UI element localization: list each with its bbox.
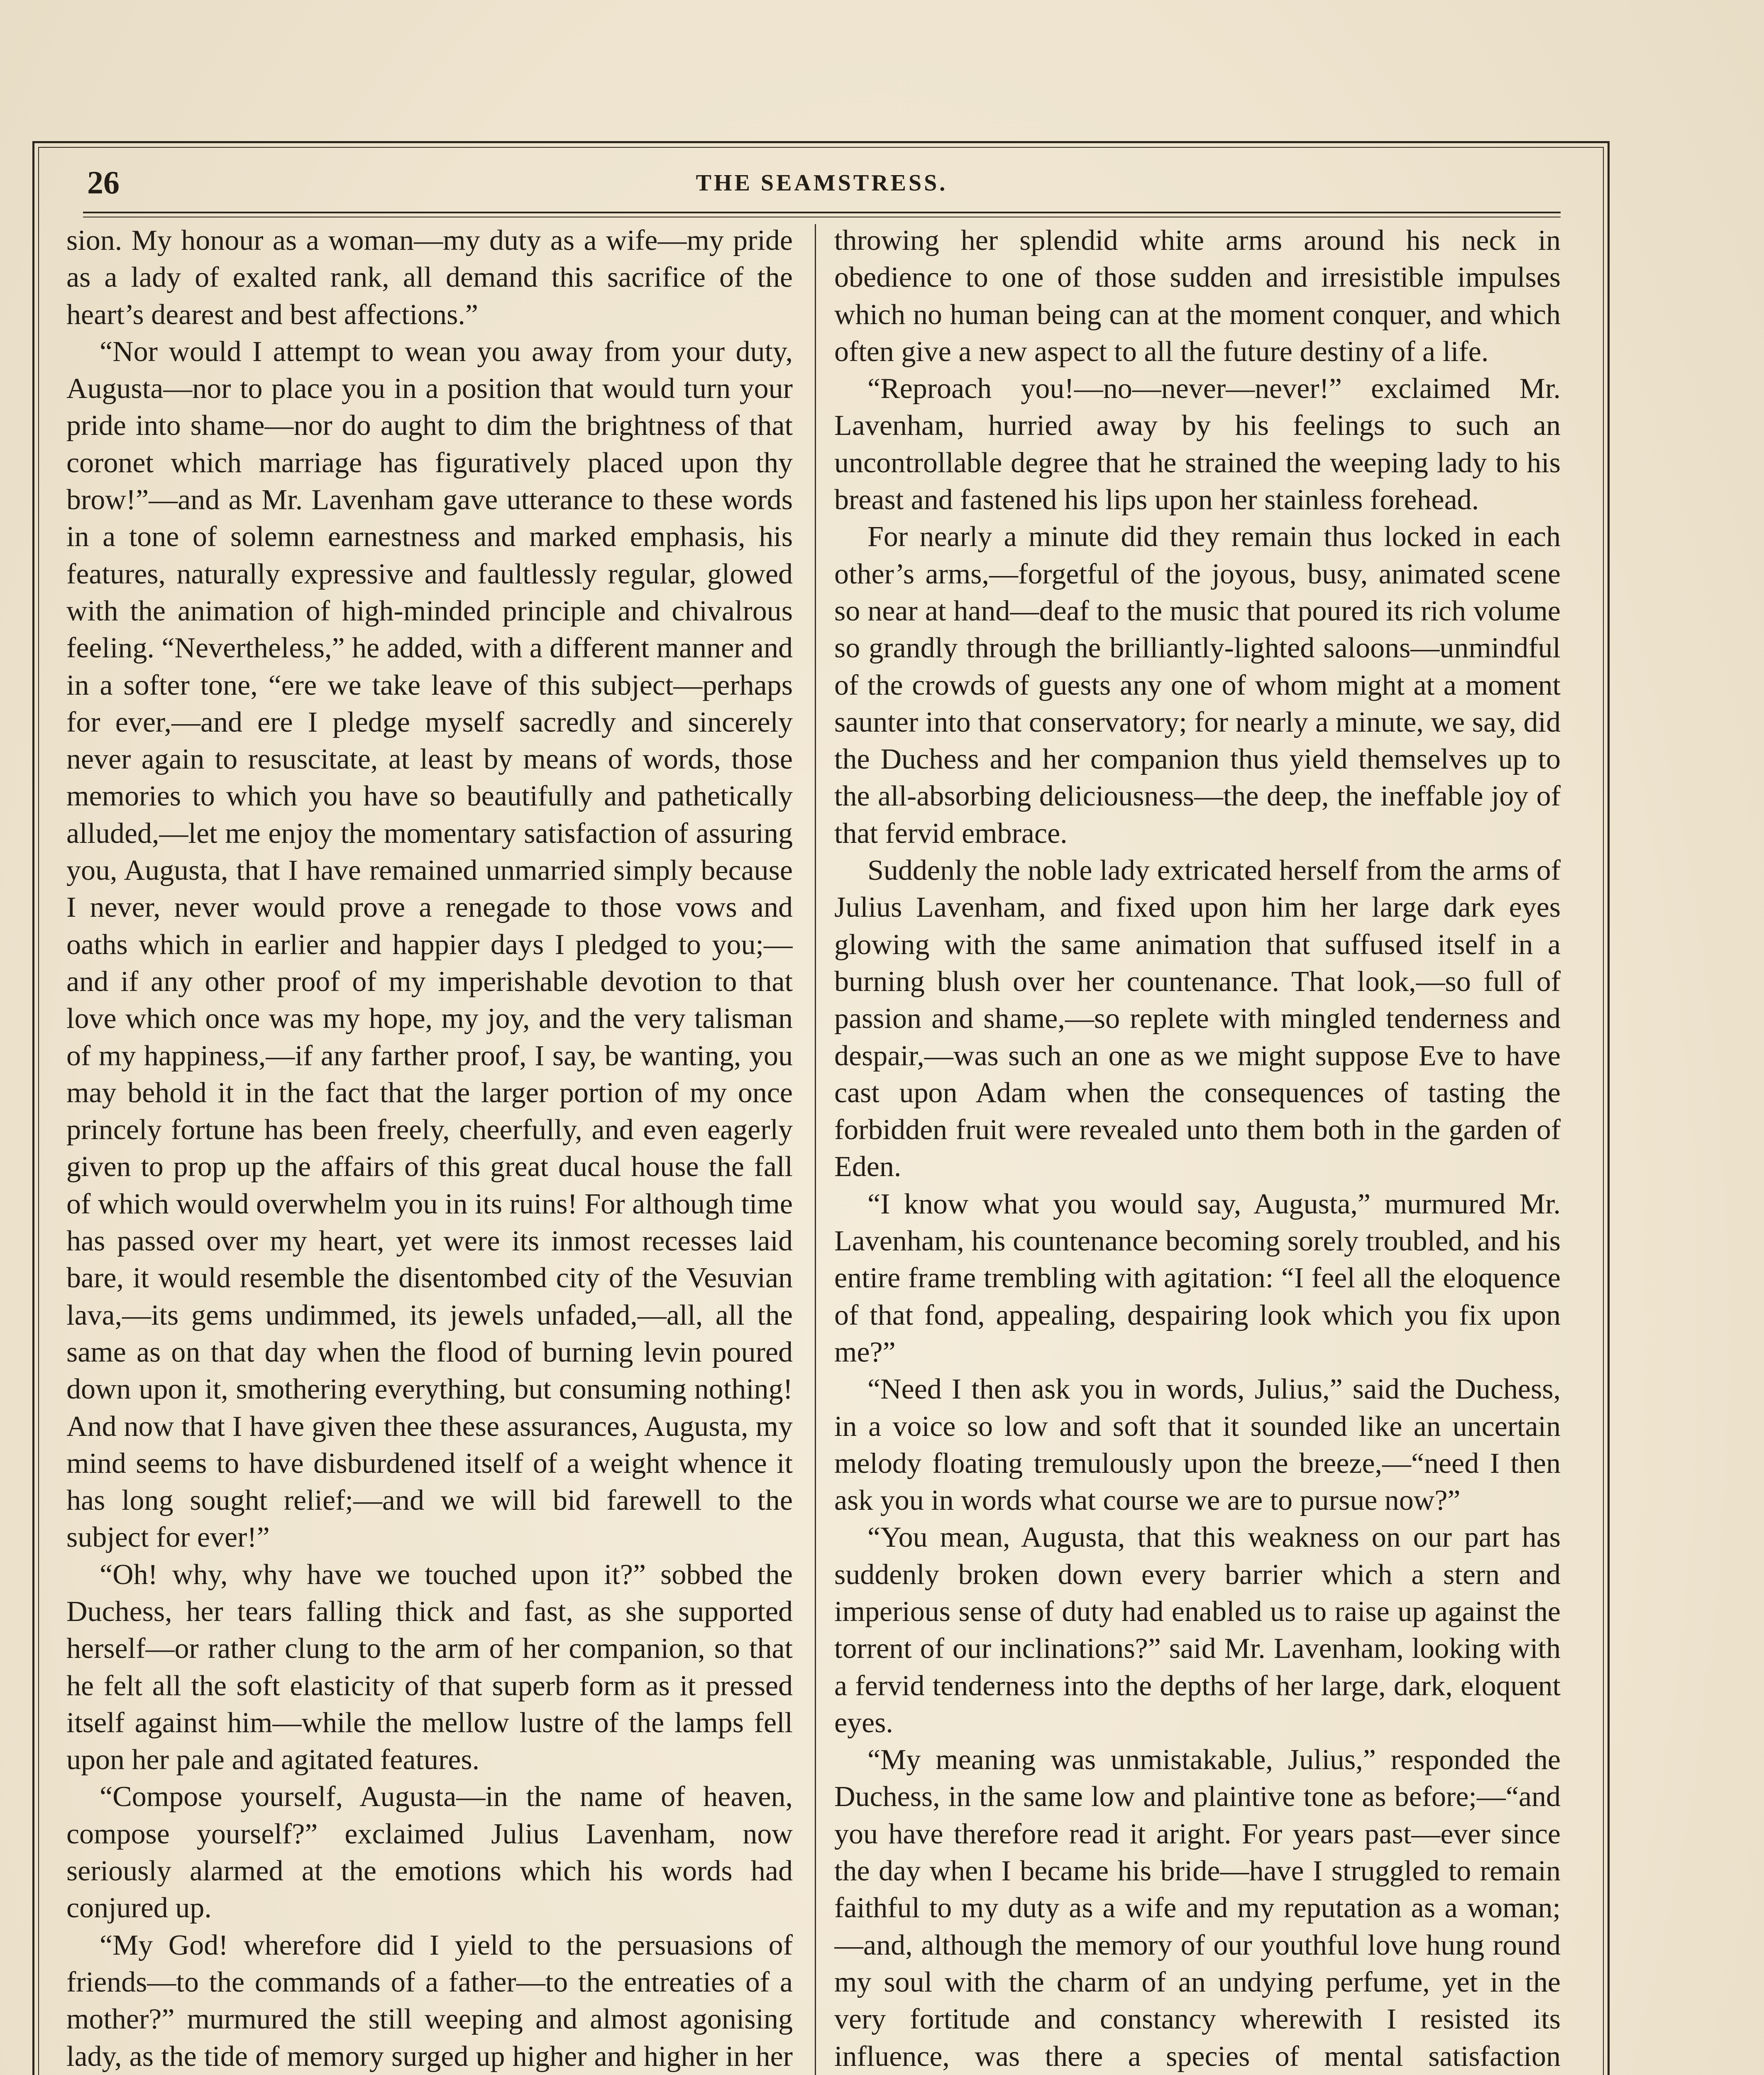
paragraph: “Compose yourself, Augusta—in the name of heaven, compose yourself?” exclaimed Julius Lavenham, now seriously alarmed at the emotions which his words had conjured up.	[66, 1781, 793, 1924]
paragraph: “My meaning was unmistakable, Julius,” responded the Duchess, in the same low and plaintive tone as before;—“and you have therefore read it aright. For years past—ever since the day when I became his bride—have I struggled to remain faithful to my duty as a wife and my reputation as a woman;—and, although the memory of our youthful love hung round my soul with the charm of an undying perfume, yet in the very fortitude and constancy wherewith I resisted its influence, was there a species of mental satisfaction	[834, 1744, 1561, 2073]
paragraph: “My God! wherefore did I yield to the persuasions of friends—to the commands of a father—to the entreaties of a mother?” murmured the still weeping and almost agonising lady, as the tide of memory surged up higher and higher in her	[66, 1929, 793, 2073]
paragraph: “You mean, Augusta, that this weakness on our part has suddenly broken down every barrier which a stern and imperious sense of duty had enabled us to raise up against the torrent of our inclinations?” said Mr. Lavenham, looking with a fervid tenderness into the depths of her large, dark, eloquent eyes.	[834, 1521, 1561, 1739]
paragraph: “Oh! why, why have we touched upon it?” sobbed the Duchess, her tears falling thick and fast, as she supported herself—or rather clung to the arm of her companion, so that he felt all the soft elasticity of that superb form as it pressed itself against him—while the mellow lustre of the lamps fell upon her pale and agitated features.	[66, 1558, 793, 1776]
running-title: THE SEAMSTRESS.	[696, 170, 948, 196]
left-column	[66, 222, 793, 2075]
page-header	[83, 164, 1561, 210]
paragraph-continued: throwing her splendid white arms around his neck in obedience to one of those sudden and irresistible impulses which no human being can at the moment conquer, and which often give a new aspect to all the future destiny of a life.	[834, 225, 1561, 368]
header-rule	[83, 212, 1561, 217]
right-column	[834, 222, 1561, 2075]
paragraph: “Need I then ask you in words, Julius,” said the Duchess, in a voice so low and soft that it sounded like an uncertain melody floating tremulously upon the breeze,—“need I then ask you in words what course we are to pursue now?”	[834, 1373, 1561, 1517]
column-divider	[815, 224, 816, 2075]
page-number: 26	[87, 164, 120, 200]
paragraph: “I know what you would say, Augusta,” murmured Mr. Lavenham, his countenance becoming sorely troubled, and his entire frame trembling with agitation: “I feel all the eloquence of that fond, appealing, despairing look which you fix upon me?”	[834, 1188, 1561, 1368]
paragraph: “Reproach you!—no—never—never!” exclaimed Mr. Lavenham, hurried away by his feelings to such an uncontrollable degree that he strained the weeping lady to his breast and fastened his lips upon her stainless forehead.	[834, 373, 1561, 516]
paragraph: “Nor would I attempt to wean you away from your duty, Augusta—nor to place you in a position that would turn your pride into shame—nor do aught to dim the brightness of that coronet which marriage has figuratively placed upon thy brow!”—and as Mr. Lavenham gave utterance to these words in a tone of solemn earnestness and marked emphasis, his features, naturally expressive and faultlessly regular, glowed with the animation of high-minded principle and chivalrous feeling. “Nevertheless,” he added, with a different manner and in a softer tone, “ere we take leave of this subject—perhaps for ever,—and ere I pledge myself sacredly and sincerely never again to resuscitate, at least by means of words, those memories to which you have so beautifully and pathetically alluded,—let me enjoy the momentary satisfaction of assuring you, Augusta, that I have remained unmarried simply because I never, never would prove a renegade to those vows and oaths which in earlier and happier days I pledged to you;—and if any other proof of my imperishable devotion to that love which once was my hope, my joy, and the very talisman of my happiness,—if any farther proof, I say, be wanting, you may behold it in the fact that the larger portion of my once princely fortune has been freely, cheerfully, and even eagerly given to prop up the affairs of this great ducal house the fall of which would overwhelm you in its ruins! For although time has passed over my heart, yet were its inmost recesses laid bare, it would resemble the disentombed city of the Vesuvian lava,—its gems undimmed, its jewels unfaded,—all, all the same as on that day when the flood of burning levin poured down upon it, smothering everything, but consuming nothing! And now that I have given thee these assurances, Augusta, my mind seems to have disburdened itself of a weight whence it has long sought relief;—and we will bid farewell to the subject for ever!”	[66, 335, 793, 1554]
paragraph-continued: sion. My honour as a woman—my duty as a wife—my pride as a lady of exalted rank, all demand this sacrifice of the heart’s dearest and best affections.”	[66, 225, 793, 331]
paragraph: For nearly a minute did they remain thus locked in each other’s arms,—forgetful of the joyous, busy, animated scene so near at hand—deaf to the music that poured its rich volume so grandly through the brilliantly-lighted saloons—unmindful of the crowds of guests any one of whom might at a moment saunter into that conservatory; for nearly a minute, we say, did the Duchess and her companion thus yield themselves up to the all-absorbing deliciousness—the deep, the ineffable joy of that fervid embrace.	[834, 521, 1561, 850]
paragraph: Suddenly the noble lady extricated herself from the arms of Julius Lavenham, and fixed upon him her large dark eyes glowing with the same animation that suffused itself in a burning blush over her countenance. That look,—so full of passion and shame,—so replete with mingled tenderness and despair,—was such an one as we might suppose Eve to have cast upon Adam when the consequences of tasting the forbidden fruit were revealed unto them both in the garden of Eden.	[834, 854, 1561, 1183]
